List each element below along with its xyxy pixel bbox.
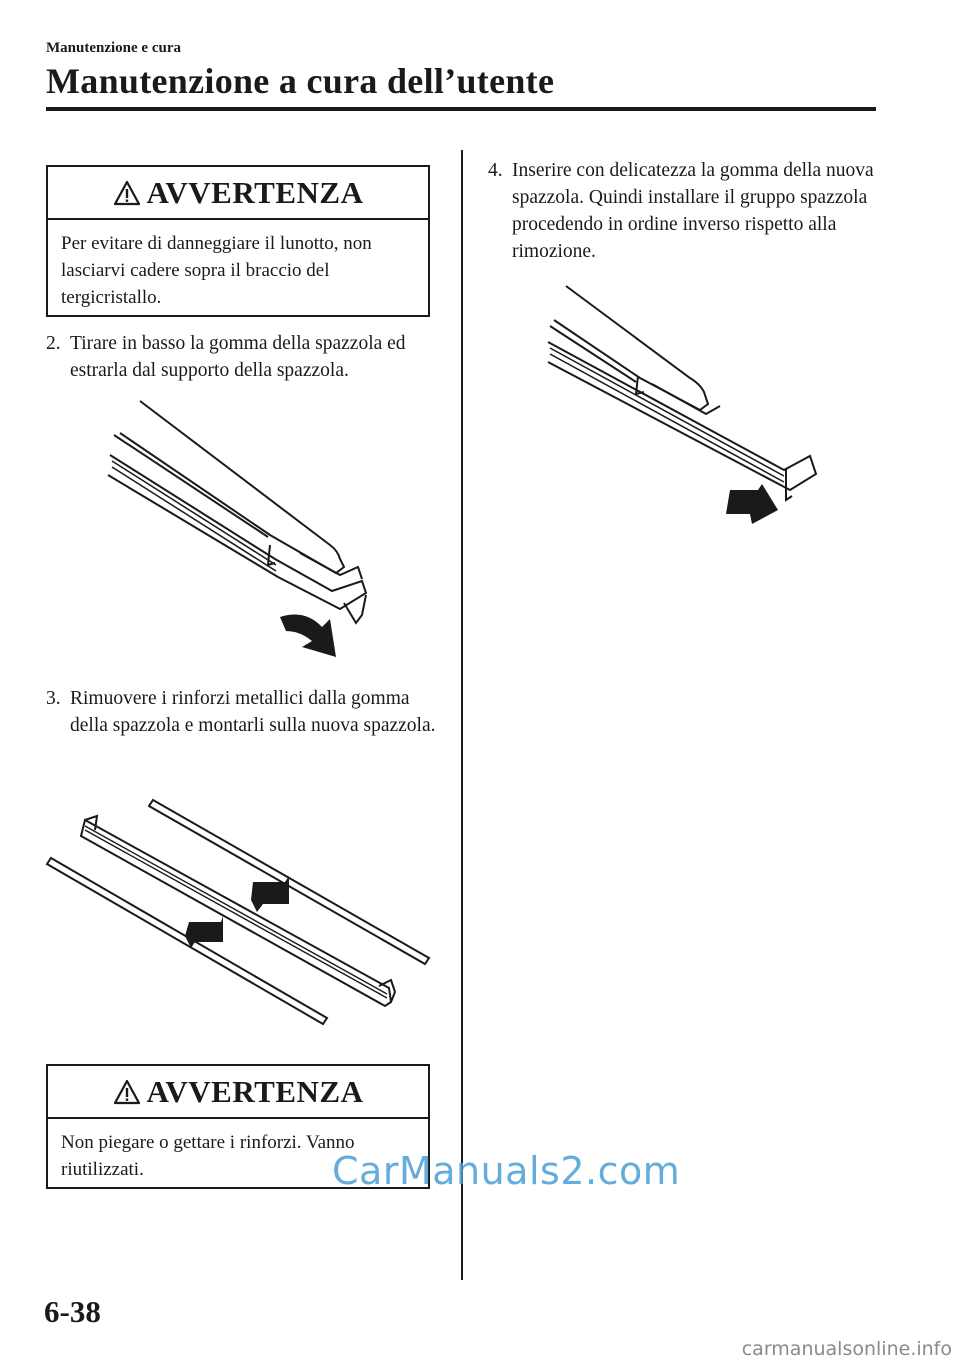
arrow-icon [726, 484, 778, 524]
arrow-icon [185, 916, 223, 948]
arrow-icon [280, 615, 336, 657]
arrow-icon [251, 876, 289, 912]
metal-reinforcements-illustration [45, 790, 440, 1030]
warning-box [46, 165, 430, 317]
wiper-rubber-insertion-illustration [540, 278, 830, 533]
warning-title: AVVERTENZA [146, 1073, 364, 1109]
step-text: Tirare in basso la gomma della spazzola ed estrarla dal supporto della spazzola. [70, 333, 406, 381]
warning-text: Per evitare di danneggiare il lunotto, non lasciarvi cadere sopra il braccio del tergicristallo. [61, 233, 372, 308]
step-number: 3. [46, 688, 61, 709]
step-4 [488, 157, 880, 265]
warning-text: Non piegare o gettare i rinforzi. Vanno riutilizzati. [61, 1132, 355, 1180]
section-label: Manutenzione e cura [46, 40, 181, 56]
page-number: 6-38 [44, 1294, 101, 1329]
step-number: 4. [488, 160, 503, 181]
wiper-rubber-removal-illustration [100, 395, 390, 670]
footer-site-link[interactable]: carmanualsonline.info [741, 1338, 952, 1360]
step-text: Rimuovere i rinforzi metallici dalla gomma della spazzola e montarli sulla nuova spazzola. [70, 688, 436, 736]
step-3 [46, 685, 438, 739]
warning-triangle-icon [113, 1079, 141, 1105]
step-number: 2. [46, 333, 61, 354]
column-divider [461, 150, 463, 1280]
step-text: Inserire con delicatezza la gomma della nuova spazzola. Quindi installare il gruppo spazzola procedendo in ordine inverso rispetto alla rimozione. [512, 160, 874, 262]
step-2 [46, 330, 438, 384]
title-rule [46, 107, 876, 111]
warning-header [48, 167, 428, 220]
warning-header [48, 1066, 428, 1119]
page-title: Manutenzione a cura dell’utente [46, 61, 555, 101]
warning-title: AVVERTENZA [146, 174, 364, 210]
warning-triangle-icon [113, 180, 141, 206]
watermark: CarManuals2.com [332, 1149, 681, 1193]
